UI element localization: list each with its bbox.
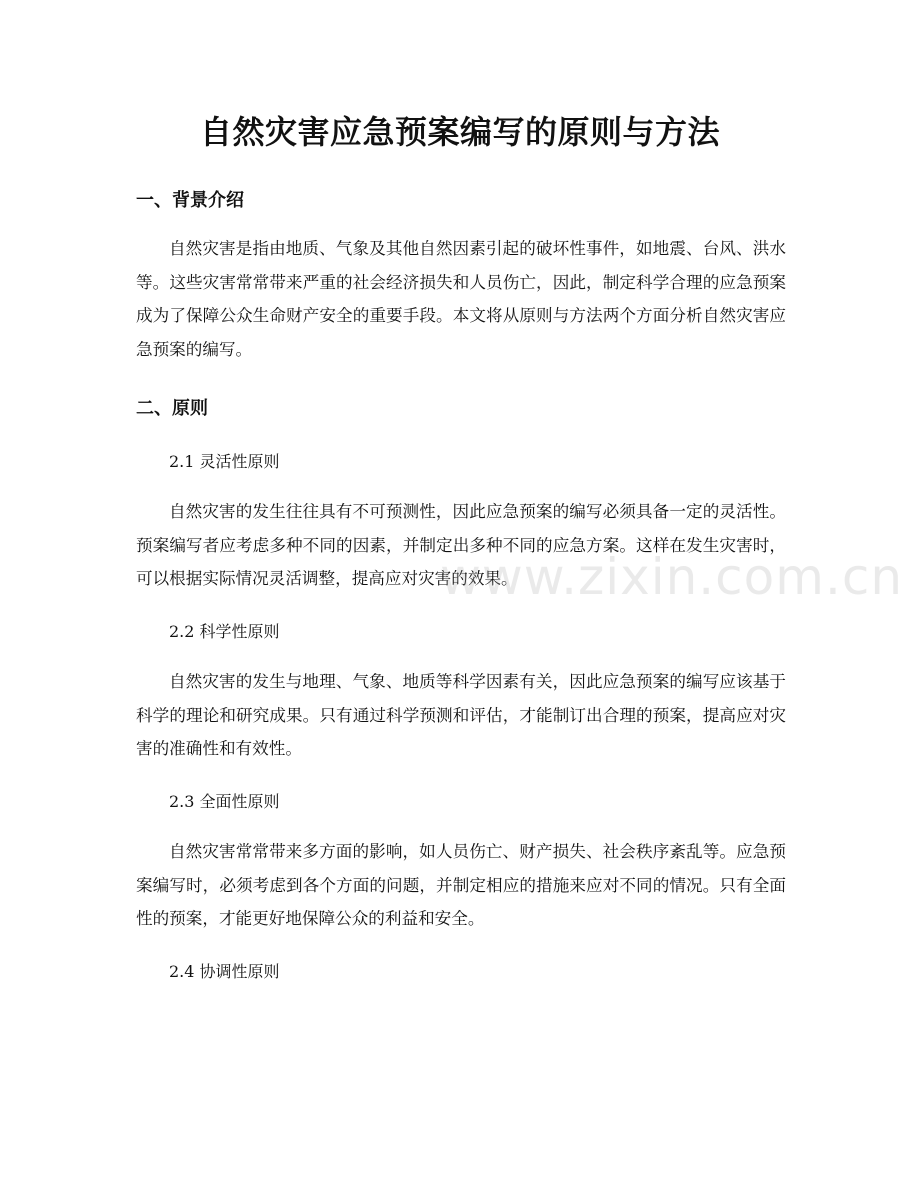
- subheading-flexibility: 2.1 灵活性原则: [169, 452, 280, 471]
- paragraph-flexibility: 自然灾害的发生往往具有不可预测性，因此应急预案的编写必须具备一定的灵活性。预案编写者应考虑多种不同的因素，并制定出多种不同的应急方案。这样在发生灾害时，可以根据实际情况灵活调整，提高应对灾害的效果。: [136, 502, 786, 589]
- paragraph-comprehensive: 自然灾害常常带来多方面的影响，如人员伤亡、财产损失、社会秩序紊乱等。应急预案编写时，必须考虑到各个方面的问题，并制定相应的措施来应对不同的情况。只有全面性的预案，才能更好地保障公众的利益和安全。: [136, 842, 786, 929]
- section-heading-background: 一、背景介绍: [136, 190, 244, 211]
- watermark: www.zixin.com.cn: [440, 548, 904, 606]
- paragraph-background: 自然灾害是指由地质、气象及其他自然因素引起的破坏性事件，如地震、台风、洪水等。这些灾害常常带来严重的社会经济损失和人员伤亡，因此，制定科学合理的应急预案成为了保障公众生命财产安全的重要手段。本文将从原则与方法两个方面分析自然灾害应急预案的编写。: [136, 239, 786, 360]
- paragraph-scientific: 自然灾害的发生与地理、气象、地质等科学因素有关，因此应急预案的编写应该基于科学的理论和研究成果。只有通过科学预测和评估，才能制订出合理的预案，提高应对灾害的准确性和有效性。: [136, 672, 786, 759]
- document-title: 自然灾害应急预案编写的原则与方法: [199, 113, 720, 151]
- section-heading-principles: 二、原则: [136, 398, 208, 419]
- subheading-comprehensive: 2.3 全面性原则: [169, 792, 280, 811]
- subheading-coordination: 2.4 协调性原则: [169, 962, 280, 981]
- subheading-scientific: 2.2 科学性原则: [169, 622, 280, 641]
